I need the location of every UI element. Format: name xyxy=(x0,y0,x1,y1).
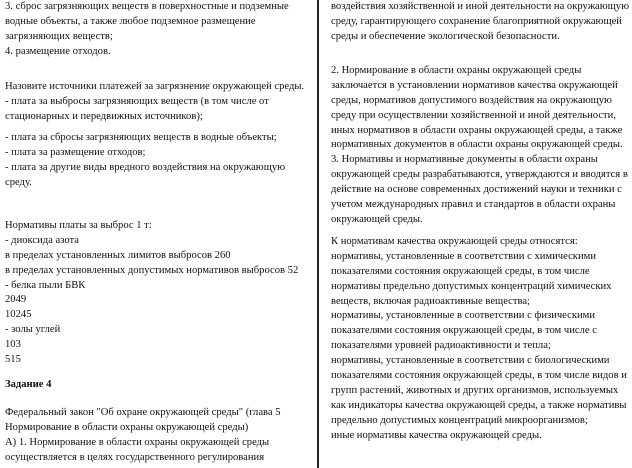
text-line: 3. Нормативы и нормативные документы в области охраны xyxy=(331,154,598,166)
text-line: окружающей среды. xyxy=(331,213,423,225)
text-line: А) 1. Нормирование в области охраны окружающей среды xyxy=(5,436,270,448)
text-line: нормативы, установленные в соответствии с химическими xyxy=(331,250,596,262)
text-line: 103 xyxy=(5,339,21,351)
text-line: заключается в установлении нормативов качества окружающей xyxy=(331,79,618,91)
text-line: действие на основе современных достижений науки и техники с xyxy=(331,184,622,196)
text-line: - золы углей xyxy=(5,324,61,336)
text-line: среды и обеспечение экологической безопасности. xyxy=(331,30,560,42)
left-block-3 xyxy=(5,131,285,191)
text-line: 2049 xyxy=(5,294,27,306)
text-line: окружающей среды разрабатываются, утверждаются и вводятся в xyxy=(331,169,628,181)
left-block-4 xyxy=(5,219,298,368)
text-line: Нормирование в области охраны окружающей среды) xyxy=(5,421,249,433)
text-line: - плата за сбросы загрязняющих веществ в водные объекты; xyxy=(5,132,277,143)
text-line: показателями состояния окружающей среды, в том числе видов и xyxy=(331,370,627,382)
text-line: иные нормативы качества окружающей среды. xyxy=(331,429,542,441)
text-line: - диоксида азота xyxy=(5,234,79,246)
text-line: 3. сброс загрязняющих веществ в поверхностные и подземные xyxy=(5,1,289,12)
text-line: - плата за другие виды вредного воздействия на окружающую xyxy=(5,161,286,173)
text-line: среду при осуществлении хозяйственной и иной деятельности, xyxy=(331,109,616,121)
section-heading: Задание 4 xyxy=(5,379,52,390)
text-line: групп растений, животных и других организмов, используемых xyxy=(331,384,619,396)
text-line: осуществляется в целях государственного регулирования xyxy=(5,451,265,463)
text-line: среды, нормативов допустимого воздействия на окружающую xyxy=(331,94,612,106)
text-line: - плата за выбросы загрязняющих веществ (в том числе от xyxy=(5,95,269,107)
text-line: показателями состояния окружающей среды, в том числе с xyxy=(331,325,597,337)
text-line: нормативы предельно допустимых концентраций химических xyxy=(331,280,612,292)
text-line: иных нормативов в области охраны окружающей среды, а также xyxy=(331,124,623,136)
text-line: 10245 xyxy=(5,309,32,321)
text-line: водные объекты, а также любое подземное размещение xyxy=(5,15,256,27)
right-block-3 xyxy=(331,235,627,443)
text-line: - белка пыли БВК xyxy=(5,279,86,291)
right-block-1 xyxy=(331,0,629,45)
text-line: стационарных и передвижных источников); xyxy=(5,110,203,122)
text-line: в пределах установленных лимитов выбросов 260 xyxy=(5,249,231,261)
left-block-2 xyxy=(5,80,304,125)
text-line: 2. Нормирование в области охраны окружающей среды xyxy=(331,65,582,76)
text-line: среду. xyxy=(5,176,32,188)
text-line: Нормативы платы за выброс 1 т: xyxy=(5,220,152,231)
text-line: - плата за размещение отходов; xyxy=(5,146,146,158)
text-line: К нормативам качества окружающей среды относятся: xyxy=(331,236,578,247)
text-line: 515 xyxy=(5,354,21,366)
left-block-heading xyxy=(5,378,51,393)
text-line: предельно допустимых концентраций микроорганизмов; xyxy=(331,414,588,426)
column-divider xyxy=(317,0,319,468)
text-line: нормативы, установленные в соответствии с биологическими xyxy=(331,355,610,367)
text-line: нормативных документов в области охраны окружающей среды. xyxy=(331,139,623,151)
text-line: учетом международных правил и стандартов в области охраны xyxy=(331,199,616,211)
text-line: как индикаторы качества окружающей среды, а также нормативы xyxy=(331,399,627,411)
text-line: 4. размещение отходов. xyxy=(5,45,111,57)
text-line: среду, гарантирующего сохранение благоприятной окружающей xyxy=(331,15,622,27)
text-line: веществ, включая радиоактивные вещества; xyxy=(331,295,530,307)
left-block-1 xyxy=(5,0,289,60)
text-line: Назовите источники платежей за загрязнение окружающей среды. xyxy=(5,81,305,92)
right-block-2 xyxy=(331,64,628,228)
text-line: в пределах установленных допустимых нормативов выбросов 52 xyxy=(5,264,299,276)
text-line: показателями состояния окружающей среды, в том числе xyxy=(331,265,590,277)
text-line: показателями уровней радиоактивности и тепла; xyxy=(331,340,551,352)
text-line: загрязняющих веществ; xyxy=(5,30,113,42)
left-block-5 xyxy=(5,406,281,466)
text-line: Федеральный закон "Об охране окружающей среды" (глава 5 xyxy=(5,407,281,418)
text-line: нормативы, установленные в соответствии с физическими xyxy=(331,310,596,322)
text-line: воздействия хозяйственной и иной деятельности на окружающую xyxy=(331,1,629,12)
